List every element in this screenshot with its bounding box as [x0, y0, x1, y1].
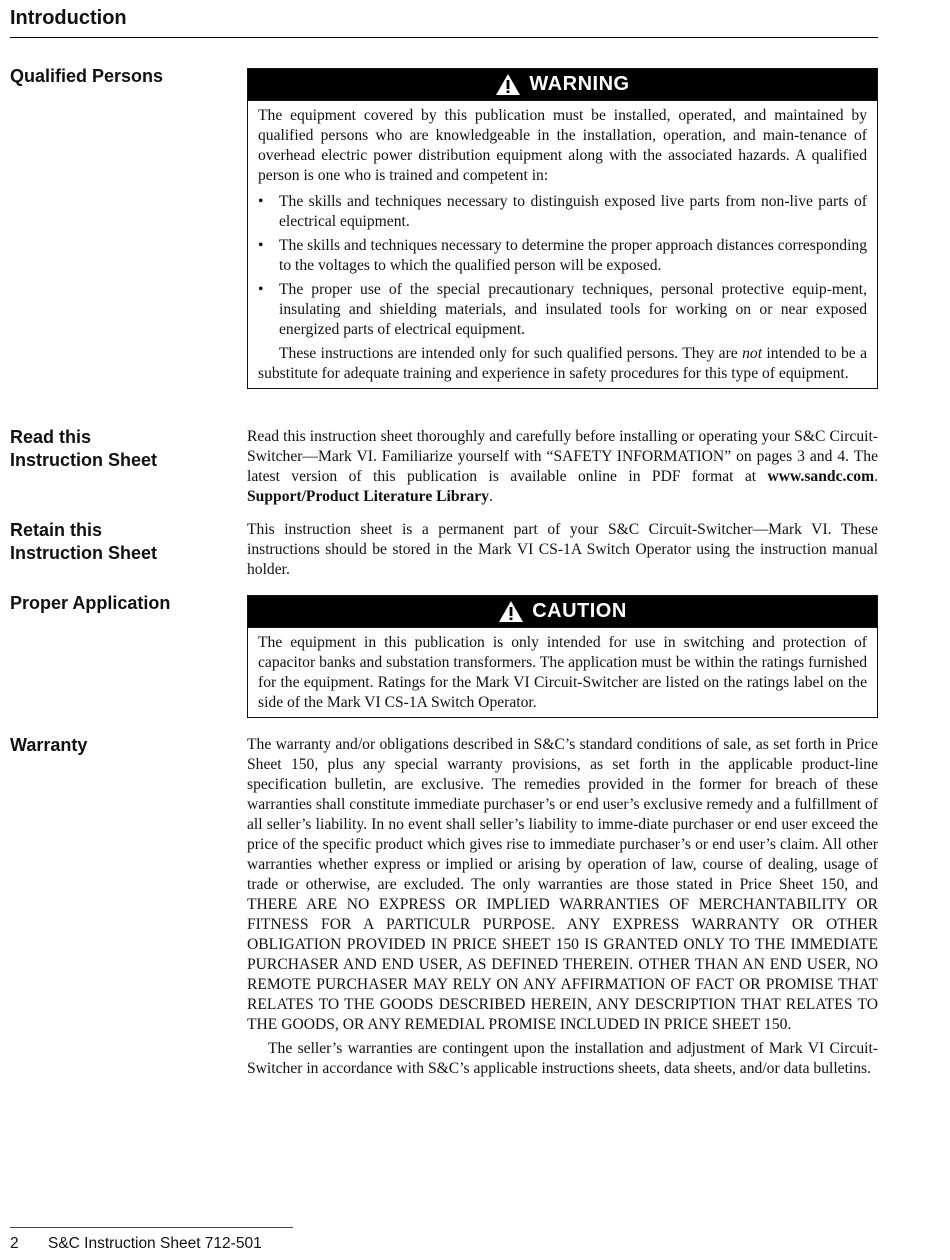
page-footer — [10, 1234, 262, 1254]
warning-intro: The equipment covered by this publication must be installed, operated, and maintained by qualified persons who are knowledgeable in the installation, operation, and main-tenance of overhead electric power distribution equipment along with the associated hazards. A qualified person is one who is trained and competent in: — [258, 107, 867, 184]
section-title-warranty: Warranty — [10, 735, 88, 755]
page-header — [10, 6, 878, 38]
caution-header — [248, 596, 877, 628]
bullet-text: The skills and techniques necessary to distinguish exposed live parts from non-live parts of electrical equipment. — [279, 193, 867, 230]
literature-library-link[interactable]: Support/Product Literature Library — [247, 488, 489, 505]
caution-body — [248, 628, 877, 717]
section-title-retain-line1: Retain this — [10, 520, 103, 540]
section-title-qualified-persons: Qualified Persons — [10, 66, 164, 86]
warning-label: WARNING — [529, 73, 630, 95]
website-link[interactable]: www.sandc.com — [767, 468, 875, 485]
warning-header — [248, 69, 877, 101]
page-number: 2 — [10, 1235, 19, 1252]
bullet-text: The skills and techniques necessary to determine the proper approach distances corresponding to the voltages to which the qualified person will be exposed. — [279, 237, 867, 274]
warning-body — [248, 101, 877, 388]
section-title-read-line1: Read this — [10, 427, 92, 447]
caution-label: CAUTION — [532, 600, 627, 622]
read-paragraph — [247, 427, 878, 507]
warning-closing-emphasis: not — [742, 345, 763, 362]
section-title-read-line2: Instruction Sheet — [10, 450, 158, 470]
warning-bullet-list — [258, 192, 867, 340]
warning-triangle-icon — [495, 73, 521, 96]
retain-text: This instruction sheet is a permanent part of your S&C Circuit-Switcher—Mark VI. These instructions should be stored in the Mark VI CS-1A Switch Operator using the instruction manual holder. — [247, 521, 878, 578]
section-title-retain-line2: Instruction Sheet — [10, 543, 158, 563]
bullet-dot: • — [258, 237, 264, 254]
bullet-text: The proper use of the special precautionary techniques, personal protective equip-ment, insulating and shielding materials, and insulated tools for working on or near exposed energized parts of electrical equipment. — [279, 281, 867, 338]
warranty-paragraph-1: The warranty and/or obligations described in S&C’s standard conditions of sale, as set forth in Price Sheet 150, plus any special warranty provisions, as set forth in the applicable product-line specification bulletin, are exclusive. The remedies provided in the former for breach of these warranties shall constitute immediate purchaser’s or end user’s exclusive remedy and a fulfillment of all seller’s liability. In no event shall seller’s liability to imme-diate purchaser or end user exceed the price of the specific product which gives rise to immediate purchaser’s or end user’s claim. All other warranties whether express or implied or arising by operation of law, course of dealing, usage of trade or otherwise, are excluded. The only warranties are those stated in Price Sheet 150, and THERE ARE NO EXPRESS OR IMPLIED WARRANTIES OF MERCHANTABILITY OR FITNESS FOR A PARTICULR PURPOSE. ANY EXPRESS WARRANTY OR OTHER OBLIGATION PROVIDED IN PRICE SHEET 150 IS GRANTED ONLY TO THE IMMEDIATE PURCHASER AND END USER, AS DEFINED THEREIN. OTHER THAN AN END USER, NO REMOTE PURCHASER MAY RELY ON ANY AFFIRMATION OF FACT OR PROMISE THAT RELATES TO THE GOODS DESCRIBED HEREIN, ANY DESCRIPTION THAT RELATES TO THE GOODS, OR ANY REMEDIAL PROMISE INCLUDED IN PRICE SHEET 150. — [247, 736, 878, 1033]
read-text: Read this instruction sheet thoroughly and carefully before installing or operating your S&C Circuit-Switcher—Mark VI. Familiarize yourself with “SAFETY INFORMATION” on pages 3 and 4. The latest version of this publication is available online in PDF format at — [247, 428, 878, 485]
section-title-application: Proper Application — [10, 593, 171, 613]
page-title: Introduction — [10, 7, 127, 29]
warranty-text — [247, 735, 878, 1079]
caution-box — [247, 595, 878, 718]
warranty-paragraph-2: The seller’s warranties are contingent upon the installation and adjustment of Mark VI Circuit-Switcher in accordance with S&C’s applicable instructions sheets, data sheets, and/or data bulletins. — [247, 1040, 878, 1077]
section-title-read — [10, 426, 230, 472]
list-item — [258, 192, 867, 232]
bullet-dot: • — [258, 193, 264, 210]
document-reference: S&C Instruction Sheet 712-501 — [48, 1235, 262, 1252]
warning-box — [247, 68, 878, 389]
section-title-retain — [10, 519, 230, 565]
read-separator: . — [874, 468, 878, 485]
footer-divider — [10, 1227, 293, 1228]
caution-text: The equipment in this publication is only intended for use in switching and protection of capacitor banks and substation transformers. The application must be within the ratings furnished for the equipment. Ratings for the Mark VI Circuit-Switcher are listed on the ratings label on the side of the Mark VI CS-1A Switch Operator. — [258, 634, 867, 711]
list-item — [258, 236, 867, 276]
list-item — [258, 280, 867, 340]
warning-closing — [258, 344, 867, 384]
bullet-dot: • — [258, 281, 264, 298]
read-end: . — [489, 488, 493, 505]
warning-closing-start: These instructions are intended only for such qualified persons. They are — [279, 345, 743, 362]
warning-closing-end: intended to be a substitute for adequate training and experience in safety procedures for this type of equipment. — [258, 345, 867, 382]
retain-paragraph — [247, 520, 878, 580]
caution-triangle-icon — [498, 600, 524, 623]
